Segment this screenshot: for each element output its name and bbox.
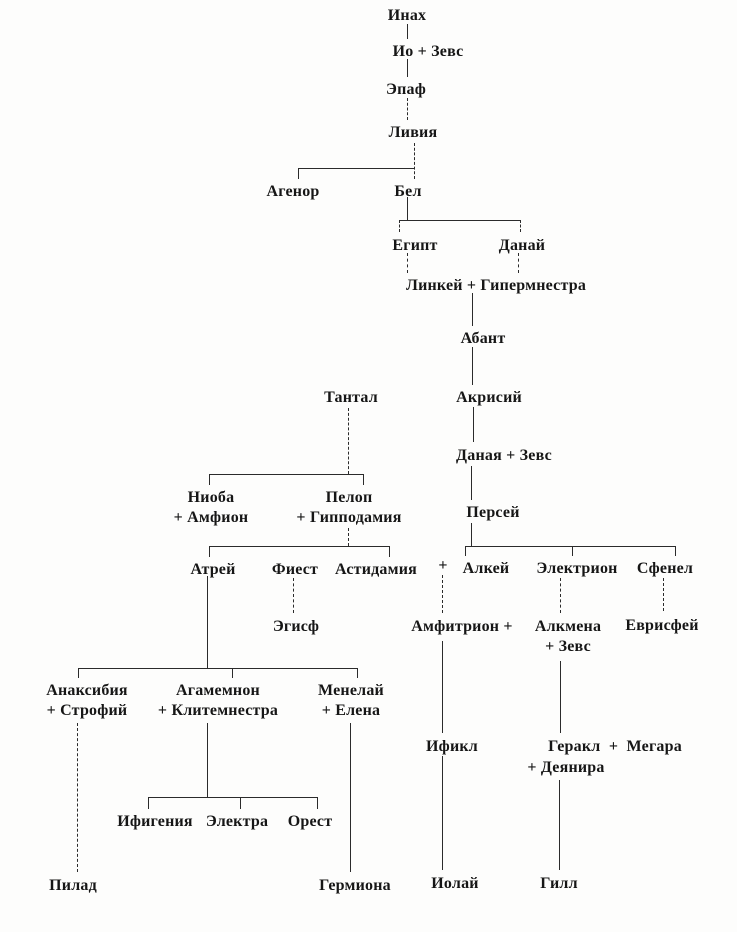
person-label-alkmena-zevs-1: + Зевс — [545, 638, 591, 655]
tree-connector-vertical — [675, 546, 676, 556]
person-label-astidamiya-0: Астидамия — [334, 561, 418, 578]
person-label-io-zevs-0: Ио + Зевс — [392, 43, 464, 60]
tree-connector-vertical — [518, 253, 519, 273]
person-label-ifigeniya-0: Ифигения — [117, 813, 193, 830]
tree-connector-vertical — [407, 253, 408, 273]
person-node-linkey-gipermnestra — [406, 276, 586, 296]
person-label-gerakl-megara-0: Геракл + Мегара — [548, 738, 682, 755]
person-label-anaksibiya-strofiy-1: + Строфий — [46, 702, 128, 719]
tree-connector-vertical — [407, 98, 408, 120]
person-label-bel-0: Бел — [394, 183, 422, 200]
person-node-danaya-zevs — [456, 446, 552, 466]
tree-connector-vertical — [389, 546, 390, 557]
person-label-persey-0: Персей — [466, 504, 520, 521]
person-node-amfitrion — [411, 617, 512, 637]
person-node-epaf — [386, 80, 426, 100]
person-label-atrey-0: Атрей — [190, 561, 236, 578]
person-label-danay-0: Данай — [498, 237, 546, 254]
person-label-menelay-elena-1: + Елена — [321, 702, 381, 719]
person-label-alkmena-zevs-0: Алкмена — [534, 618, 602, 635]
tree-connector-vertical — [559, 780, 560, 870]
tree-connector-horizontal — [298, 168, 414, 169]
tree-connector-vertical — [663, 578, 664, 611]
person-node-inakh — [388, 6, 426, 26]
person-node-bel — [394, 182, 421, 202]
tree-connector-vertical — [363, 474, 364, 485]
person-node-astidamiya-alkey-union — [438, 556, 447, 576]
tree-connector-horizontal — [465, 546, 675, 547]
person-label-sfenel-0: Сфенел — [636, 560, 694, 577]
person-node-menelay-elena — [318, 681, 384, 721]
person-node-alkey — [463, 559, 510, 579]
tree-connector-vertical — [317, 797, 318, 809]
tree-connector-horizontal — [209, 474, 363, 475]
tree-connector-vertical — [560, 578, 561, 613]
tree-connector-vertical — [348, 408, 349, 474]
tree-connector-vertical — [350, 723, 351, 872]
person-node-elektra — [206, 812, 268, 832]
person-node-persey — [466, 503, 519, 523]
person-node-ifigeniya — [117, 812, 193, 832]
person-label-tantal-0: Тантал — [324, 389, 378, 406]
person-label-agamemnon-klitemnestra-0: Агамемнон — [176, 682, 260, 699]
tree-connector-vertical — [77, 723, 78, 872]
tree-connector-vertical — [407, 24, 408, 39]
tree-connector-vertical — [148, 797, 149, 809]
tree-connector-horizontal — [209, 546, 389, 547]
person-node-nioba-amfion — [174, 488, 249, 528]
person-label-epaf-0: Эпаф — [386, 81, 426, 98]
person-node-liviya — [389, 123, 438, 143]
person-node-abant — [461, 329, 506, 349]
person-node-atrey — [190, 560, 235, 580]
person-node-pelop-gippodamiya — [296, 488, 401, 528]
tree-connector-horizontal — [399, 220, 520, 221]
tree-connector-vertical — [471, 523, 472, 546]
tree-connector-vertical — [560, 661, 561, 733]
person-label-alkey-0: Алкей — [462, 560, 510, 577]
person-label-ifikl-0: Ификл — [426, 738, 478, 755]
person-label-pelop-gippodamiya-0: Пелоп — [325, 489, 373, 506]
person-label-egipt-0: Египт — [392, 237, 438, 254]
tree-connector-vertical — [357, 668, 358, 678]
person-label-pilad-0: Пилад — [49, 877, 97, 894]
person-node-egisf — [273, 617, 319, 637]
person-node-astidamiya — [335, 560, 417, 580]
tree-connector-vertical — [472, 293, 473, 326]
person-node-akrisiy — [456, 388, 522, 408]
person-label-nioba-amfion-0: Ниоба — [187, 489, 235, 506]
tree-connector-vertical — [465, 546, 466, 556]
person-node-gill — [540, 874, 578, 894]
person-label-inakh-0: Инах — [387, 7, 427, 24]
person-label-deyanira-0: + Деянира — [527, 759, 605, 776]
person-label-evrisfey-0: Еврисфей — [625, 617, 699, 634]
tree-connector-vertical — [298, 168, 299, 179]
tree-connector-vertical — [240, 797, 241, 809]
person-node-tantal — [324, 388, 378, 408]
tree-connector-vertical — [442, 575, 443, 613]
person-label-nioba-amfion-1: + Амфион — [173, 509, 249, 526]
person-label-fiest-0: Фиест — [271, 561, 319, 578]
person-node-io-zevs — [393, 42, 464, 62]
tree-connector-vertical — [520, 220, 521, 232]
person-label-gill-0: Гилл — [540, 875, 578, 892]
tree-connector-vertical — [399, 220, 400, 232]
person-label-iolay-0: Иолай — [431, 875, 479, 892]
person-node-pilad — [49, 876, 97, 896]
person-node-gerakl-megara — [548, 737, 682, 757]
person-label-danaya-zevs-0: Даная + Зевс — [456, 447, 552, 464]
tree-connector-vertical — [207, 723, 208, 797]
tree-connector-vertical — [471, 466, 472, 500]
person-node-sfenel — [637, 559, 693, 579]
person-node-agenor — [266, 182, 319, 202]
person-label-egisf-0: Эгисф — [272, 618, 320, 635]
person-label-pelop-gippodamiya-1: + Гипподамия — [296, 509, 402, 526]
person-label-amfitrion-0: Амфитрион + — [411, 618, 513, 635]
tree-connector-vertical — [442, 641, 443, 733]
person-label-liviya-0: Ливия — [388, 124, 438, 141]
tree-connector-vertical — [414, 143, 415, 179]
person-label-elektra-0: Электра — [205, 813, 269, 830]
person-node-germiona — [319, 876, 391, 896]
person-node-orest — [288, 812, 333, 832]
tree-connector-vertical — [348, 528, 349, 546]
person-label-orest-0: Орест — [287, 813, 333, 830]
tree-connector-vertical — [209, 546, 210, 557]
person-node-elektrion — [536, 559, 617, 579]
tree-connector-vertical — [472, 347, 473, 385]
person-label-menelay-elena-0: Менелай — [318, 682, 384, 699]
person-label-anaksibiya-strofiy-0: Анаксибия — [46, 682, 128, 699]
person-node-agamemnon-klitemnestra — [158, 681, 278, 721]
person-node-ifikl — [426, 737, 478, 757]
tree-connector-vertical — [78, 668, 79, 678]
tree-connector-vertical — [473, 407, 474, 442]
person-node-deyanira — [527, 758, 604, 778]
person-node-egipt — [392, 236, 437, 256]
person-label-elektrion-0: Электрион — [536, 560, 618, 577]
person-node-danay — [499, 236, 545, 256]
person-label-abant-0: Абант — [460, 330, 506, 347]
person-label-astidamiya-alkey-union-0: + — [438, 557, 448, 574]
person-label-akrisiy-0: Акрисий — [456, 389, 522, 406]
tree-connector-horizontal — [148, 797, 317, 798]
person-node-evrisfey — [625, 616, 698, 636]
person-label-germiona-0: Гермиона — [319, 877, 391, 894]
person-label-agenor-0: Агенор — [266, 183, 320, 200]
tree-connector-vertical — [442, 756, 443, 870]
tree-connector-vertical — [572, 546, 573, 556]
tree-connector-vertical — [293, 578, 294, 613]
person-node-anaksibiya-strofiy — [46, 681, 128, 721]
person-node-alkmena-zevs — [535, 617, 601, 657]
person-node-iolay — [431, 874, 478, 894]
tree-connector-vertical — [207, 576, 208, 668]
person-node-fiest — [272, 560, 318, 580]
person-label-linkey-gipermnestra-0: Линкей + Гипермнестра — [405, 277, 587, 294]
tree-connector-vertical — [232, 668, 233, 678]
tree-connector-vertical — [209, 474, 210, 485]
tree-connector-horizontal — [78, 668, 357, 669]
person-label-agamemnon-klitemnestra-1: + Клитемнестра — [157, 702, 279, 719]
